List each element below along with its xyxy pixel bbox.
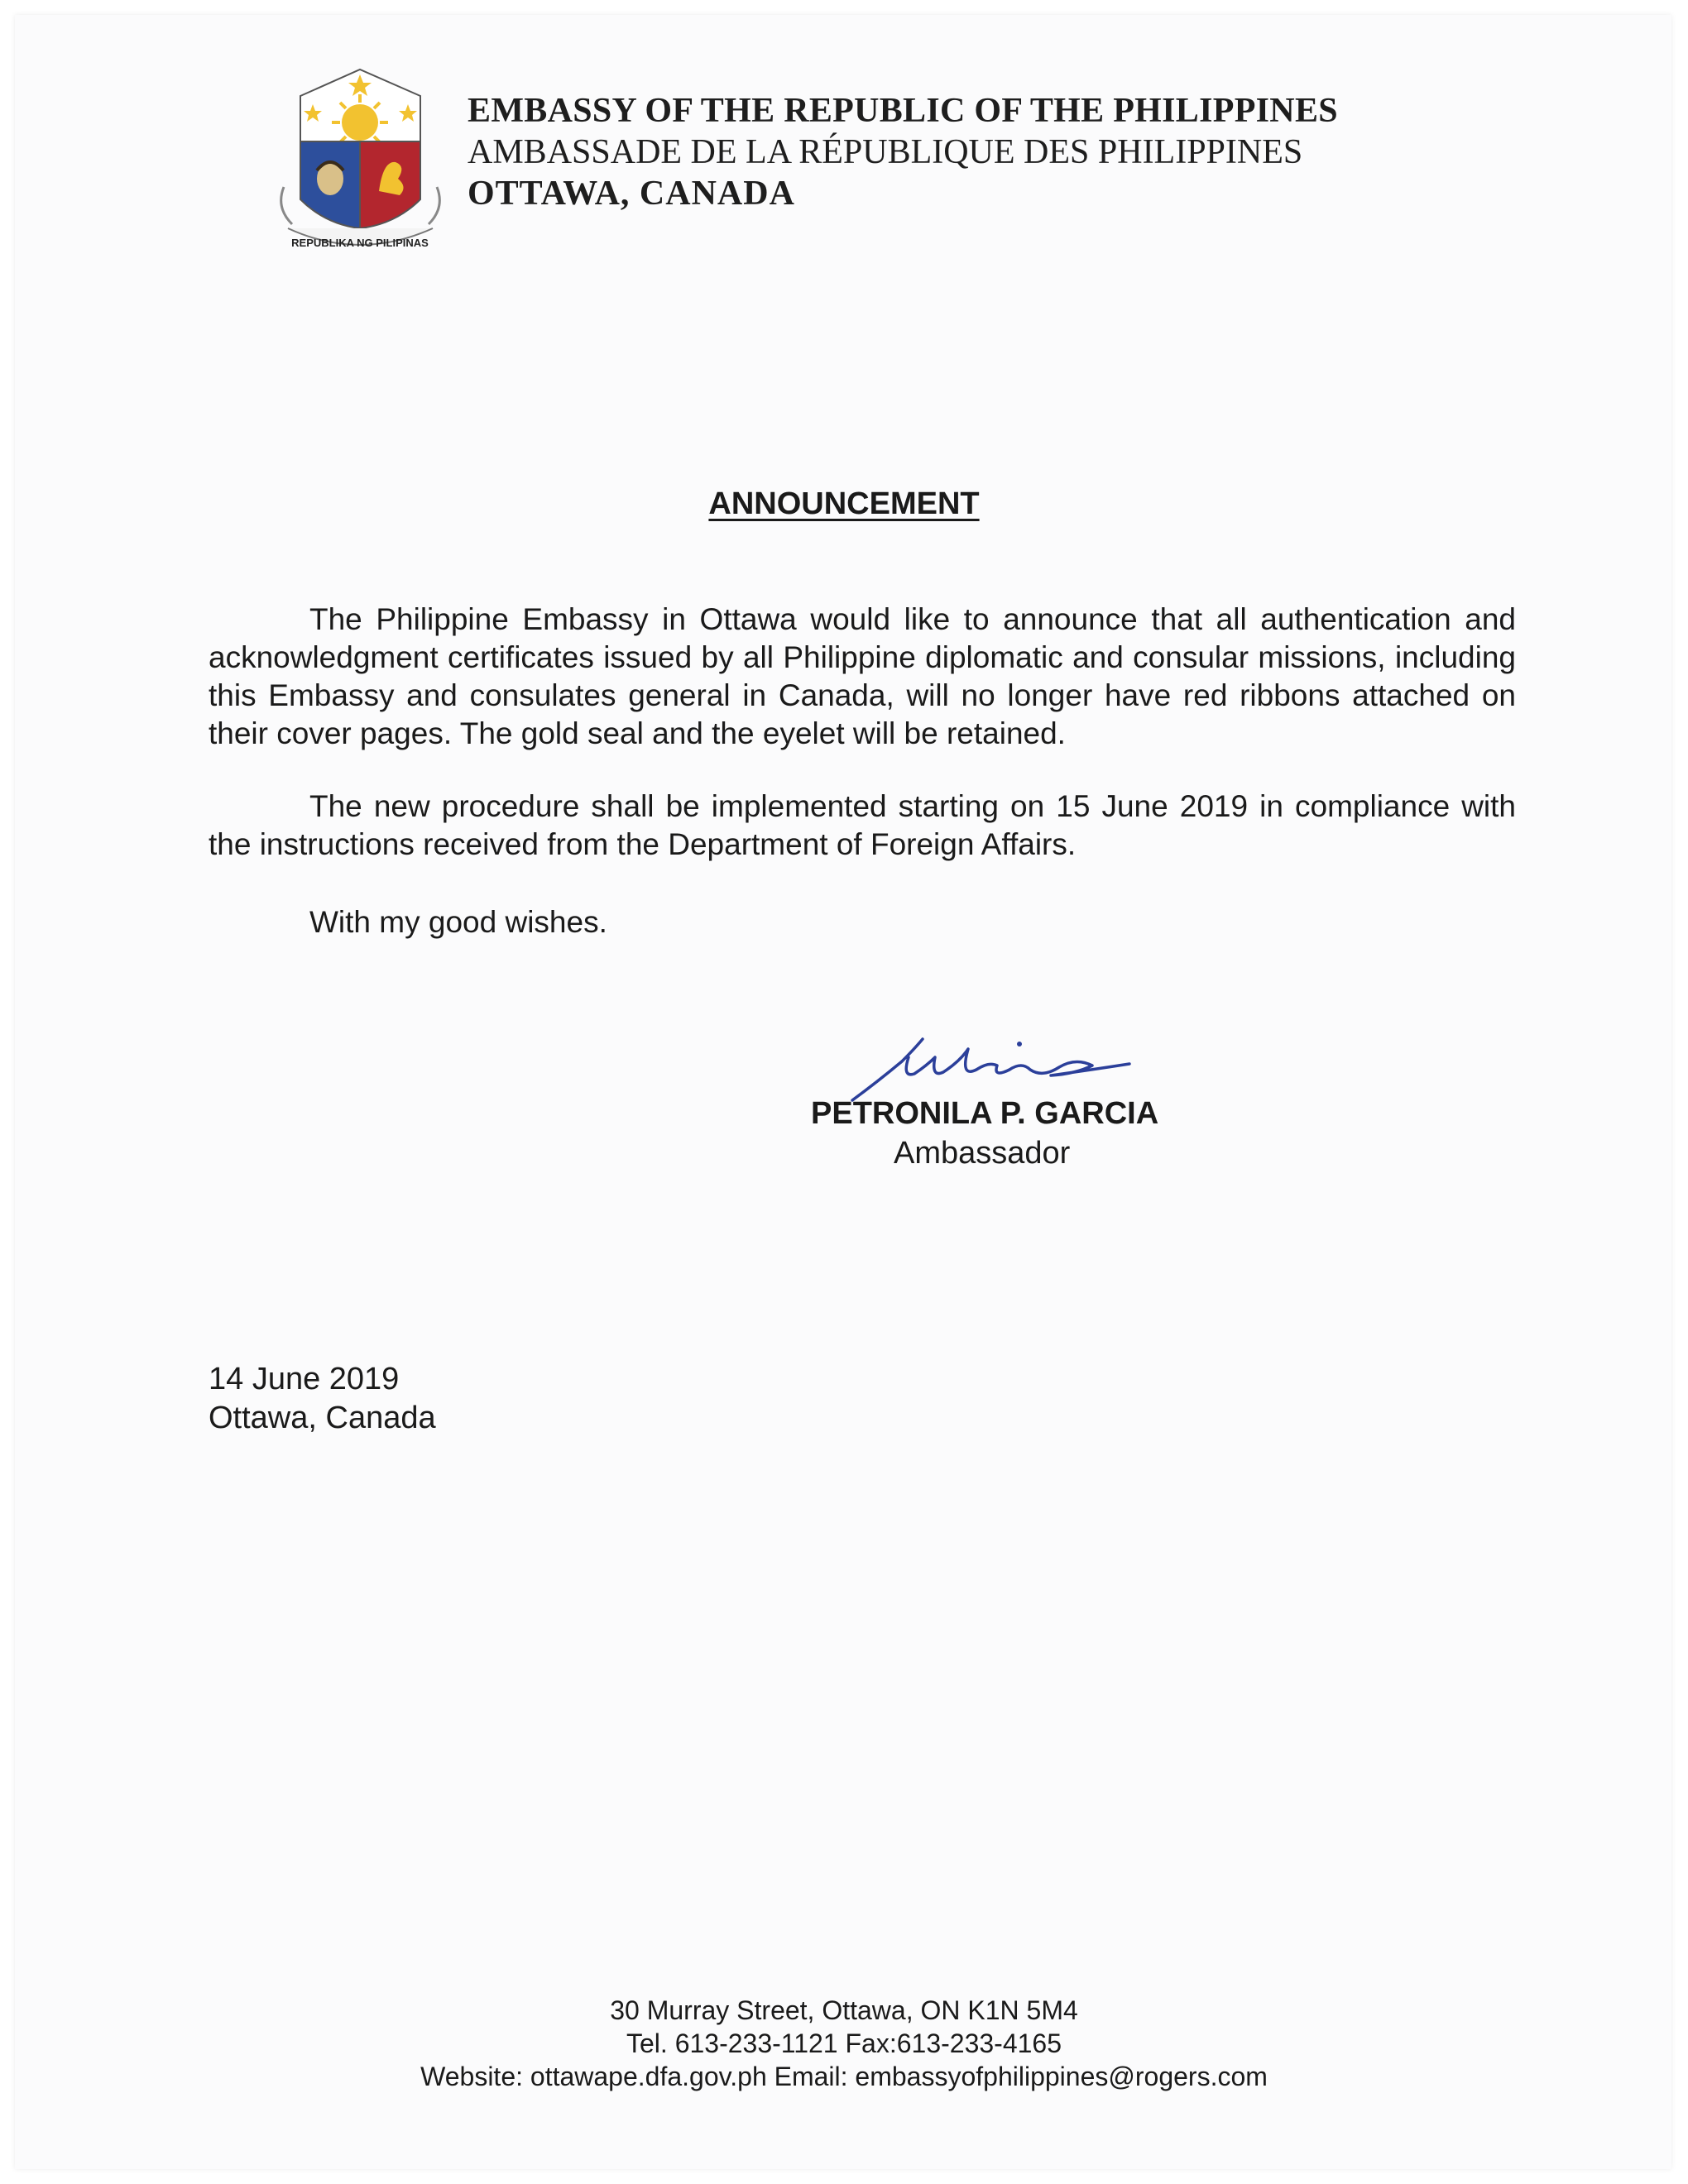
letter-place: Ottawa, Canada [209, 1401, 436, 1435]
signer-name: PETRONILA P. GARCIA [811, 1096, 1159, 1131]
signer-title: Ambassador [894, 1136, 1071, 1171]
footer-website-email: Website: ottawape.dfa.gov.ph Email: embassyofphilippines@rogers.com [420, 2062, 1268, 2091]
paragraph-announcement: The Philippine Embassy in Ottawa would like to announce that all authentication and acknowledgment certificates issued by all Philippine diplomatic and consular missions, including this Embassy and consulates general in Canada, will no longer have red ribbons attached on their cover pages. The gold seal and the eyelet will be retained. [209, 602, 1516, 750]
letter-date: 14 June 2019 [209, 1362, 400, 1396]
announcement-title: ANNOUNCEMENT [708, 486, 980, 521]
letterhead-line-city: OTTAWA, CANADA [468, 175, 795, 213]
letterhead-line-french: AMBASSADE DE LA RÉPUBLIQUE DES PHILIPPINES [468, 133, 1303, 171]
paragraph-procedure: The new procedure shall be implemented starting on 15 June 2019 in compliance with the instructions received from the Department of Foreign Affairs. [209, 789, 1516, 861]
paragraph-closing: With my good wishes. [309, 905, 607, 939]
svg-text:REPUBLIKA NG PILIPINAS: REPUBLIKA NG PILIPINAS [291, 237, 429, 249]
footer-phone-fax: Tel. 613-233-1121 Fax:613-233-4165 [626, 2028, 1062, 2058]
coat-of-arms-seal [267, 63, 453, 270]
footer-address: 30 Murray Street, Ottawa, ON K1N 5M4 [610, 1995, 1078, 2025]
document-page [15, 15, 1671, 2169]
letterhead-line-english: EMBASSY OF THE REPUBLIC OF THE PHILIPPINES [468, 92, 1338, 130]
